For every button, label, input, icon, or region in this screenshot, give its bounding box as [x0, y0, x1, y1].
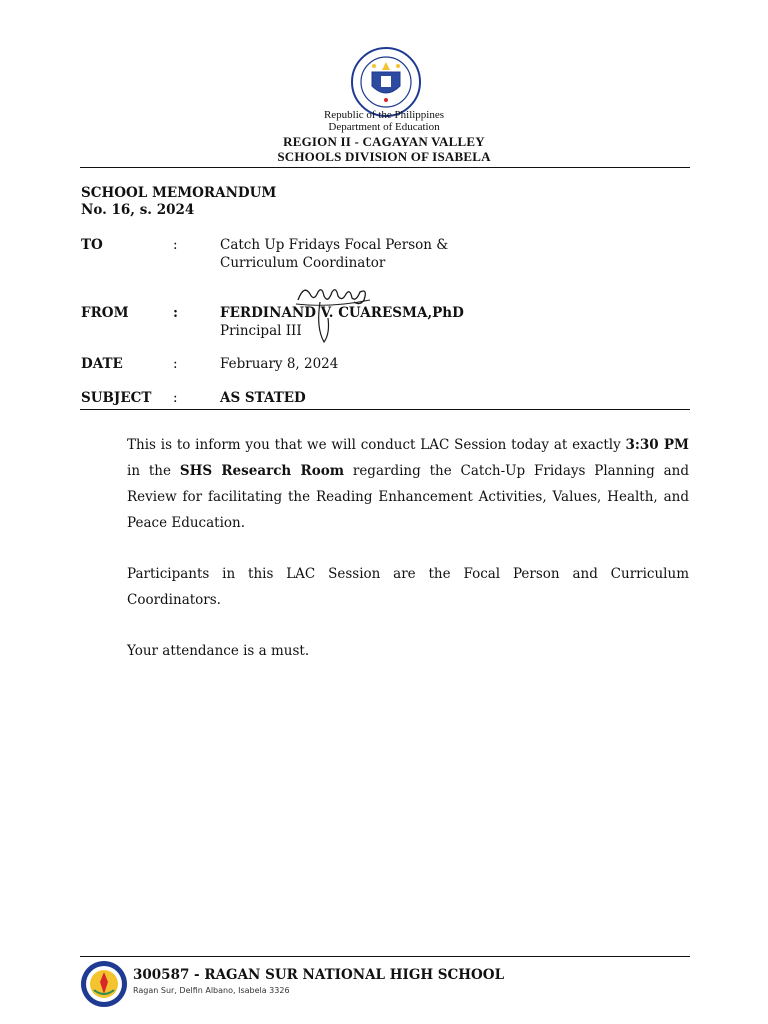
body-paragraph-2: Participants in this LAC Session are the Focal Person and Curriculum Coordinators. [127, 566, 689, 608]
from-label: FROM [81, 305, 129, 321]
from-name: FERDINAND V. CUARESMA,PhD [220, 305, 464, 321]
body-paragraph-1 [127, 432, 689, 536]
body-p1-rest: regarding the Catch-Up Fridays Planning and Review for facilitating the Reading Enhancement Activities, Values, Health, and Peace Education. [127, 463, 690, 531]
date-value: February 8, 2024 [220, 356, 339, 372]
body-p1-intro: This is to inform you that we will conduct LAC Session today at exactly [127, 437, 626, 453]
from-colon: : [173, 305, 178, 321]
footer-address: Ragan Sur, Delfin Albano, Isabela 3326 [133, 986, 290, 995]
meeting-room: SHS Research Room [179, 463, 345, 479]
to-value-line1: Catch Up Fridays Focal Person & [220, 237, 449, 253]
date-colon: : [173, 356, 178, 372]
subject-colon: : [173, 390, 178, 406]
to-colon: : [173, 237, 178, 253]
date-label: DATE [81, 356, 123, 372]
to-label: TO [81, 237, 103, 253]
header-division: SCHOOLS DIVISION OF ISABELA [277, 149, 491, 164]
deped-seal-logo [350, 46, 422, 118]
body-p1-in: in the [127, 463, 180, 479]
body-paragraph-3: Your attendance is a must. [127, 643, 310, 659]
memo-title: SCHOOL MEMORANDUM [81, 185, 277, 201]
header-republic: Republic of the Philippines [323, 109, 445, 121]
subject-label: SUBJECT [81, 390, 152, 406]
school-seal-logo [80, 960, 128, 1008]
from-position: Principal III [220, 323, 302, 339]
subject-value: AS STATED [220, 390, 306, 406]
footer-school-name: 300587 - RAGAN SUR NATIONAL HIGH SCHOOL [133, 967, 505, 983]
memo-number: No. 16, s. 2024 [81, 202, 195, 218]
header-divider [80, 167, 690, 168]
meeting-time: 3:30 PM [625, 437, 689, 453]
to-value-line2: Curriculum Coordinator [220, 255, 386, 271]
header-department: Department of Education [328, 121, 440, 133]
footer-divider [80, 956, 690, 957]
header-region: REGION II - CAGAYAN VALLEY [283, 134, 485, 149]
subject-divider [80, 409, 690, 410]
